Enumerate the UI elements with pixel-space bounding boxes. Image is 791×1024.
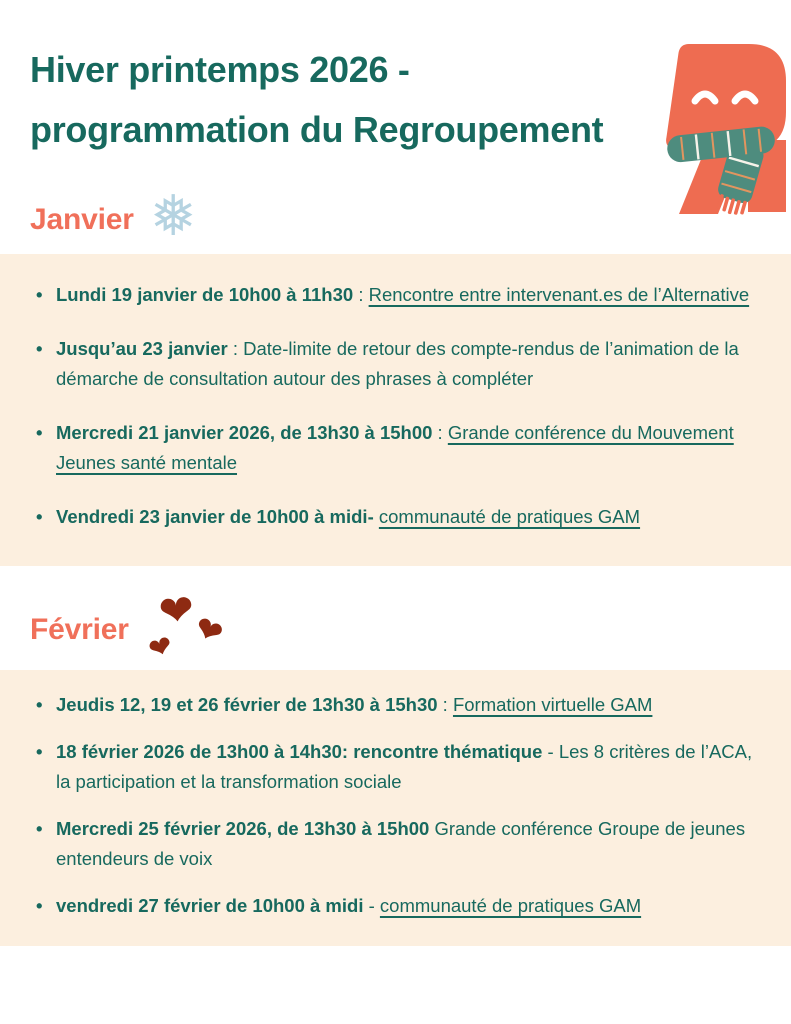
title-line-1: Hiver printemps 2026 - (30, 49, 410, 90)
event-item (36, 690, 763, 720)
event-link[interactable]: Grande conférence du Mouvement Jeunes santé mentale (56, 422, 734, 473)
title-line-2: programmation du Regroupement (30, 109, 604, 150)
event-separator: : (353, 284, 369, 305)
janvier-event-list (36, 280, 763, 532)
event-separator: : (437, 694, 453, 715)
event-date: vendredi 27 février de 10h00 à midi (56, 895, 364, 916)
event-item (36, 814, 763, 874)
hearts-icon (143, 585, 233, 670)
event-separator: - (542, 741, 559, 762)
event-description: Grande conférence Groupe de jeunes entendeurs de voix (56, 818, 746, 869)
janvier-heading: Janvier (30, 203, 134, 236)
fevrier-heading-row (30, 585, 761, 670)
event-date: Vendredi 23 janvier de 10h00 à midi- (56, 506, 374, 527)
event-description: Les 8 critères de l’ACA, la participation et la transformation sociale (56, 741, 753, 792)
event-separator: : (432, 422, 448, 443)
snowflake-icon: ❅ (149, 184, 197, 247)
event-date: Jusqu’au 23 janvier (56, 338, 228, 359)
event-link[interactable]: communauté de pratiques GAM (378, 506, 641, 527)
event-link[interactable]: communauté de pratiques GAM (379, 895, 642, 916)
event-link[interactable]: Formation virtuelle GAM (452, 694, 653, 715)
event-date: Mercredi 21 janvier 2026, de 13h30 à 15h00 (56, 422, 433, 443)
event-date: Jeudis 12, 19 et 26 février de 13h30 à 15h30 (56, 694, 438, 715)
fevrier-heading: Février (30, 613, 129, 646)
event-link[interactable]: Rencontre entre intervenant.es de l’Alternative (368, 284, 750, 305)
event-item (36, 418, 763, 478)
fevrier-event-list (36, 690, 763, 921)
event-item (36, 502, 763, 532)
event-item (36, 737, 763, 797)
janvier-heading-row (30, 184, 761, 250)
heart-icon: ❤ (144, 629, 177, 666)
fevrier-events-panel (0, 670, 791, 946)
janvier-events-panel (0, 254, 791, 566)
page-title (30, 40, 680, 160)
event-item (36, 334, 763, 394)
event-date: Mercredi 25 février 2026, de 13h30 à 15h00 (56, 818, 430, 839)
heart-icon: ❤ (188, 607, 229, 654)
event-date: Lundi 19 janvier de 10h00 à 11h30 (56, 284, 354, 305)
event-item (36, 280, 763, 310)
event-description: Date-limite de retour des compte-rendus de l’animation de la démarche de consultation autour des phrases à compléter (56, 338, 739, 389)
event-date: 18 février 2026 de 13h00 à 14h30: rencontre thématique (56, 741, 543, 762)
heart-icon: ❤ (156, 585, 197, 636)
event-separator: : (227, 338, 244, 359)
page-header (0, 0, 791, 160)
event-item (36, 891, 763, 921)
event-separator: - (363, 895, 380, 916)
